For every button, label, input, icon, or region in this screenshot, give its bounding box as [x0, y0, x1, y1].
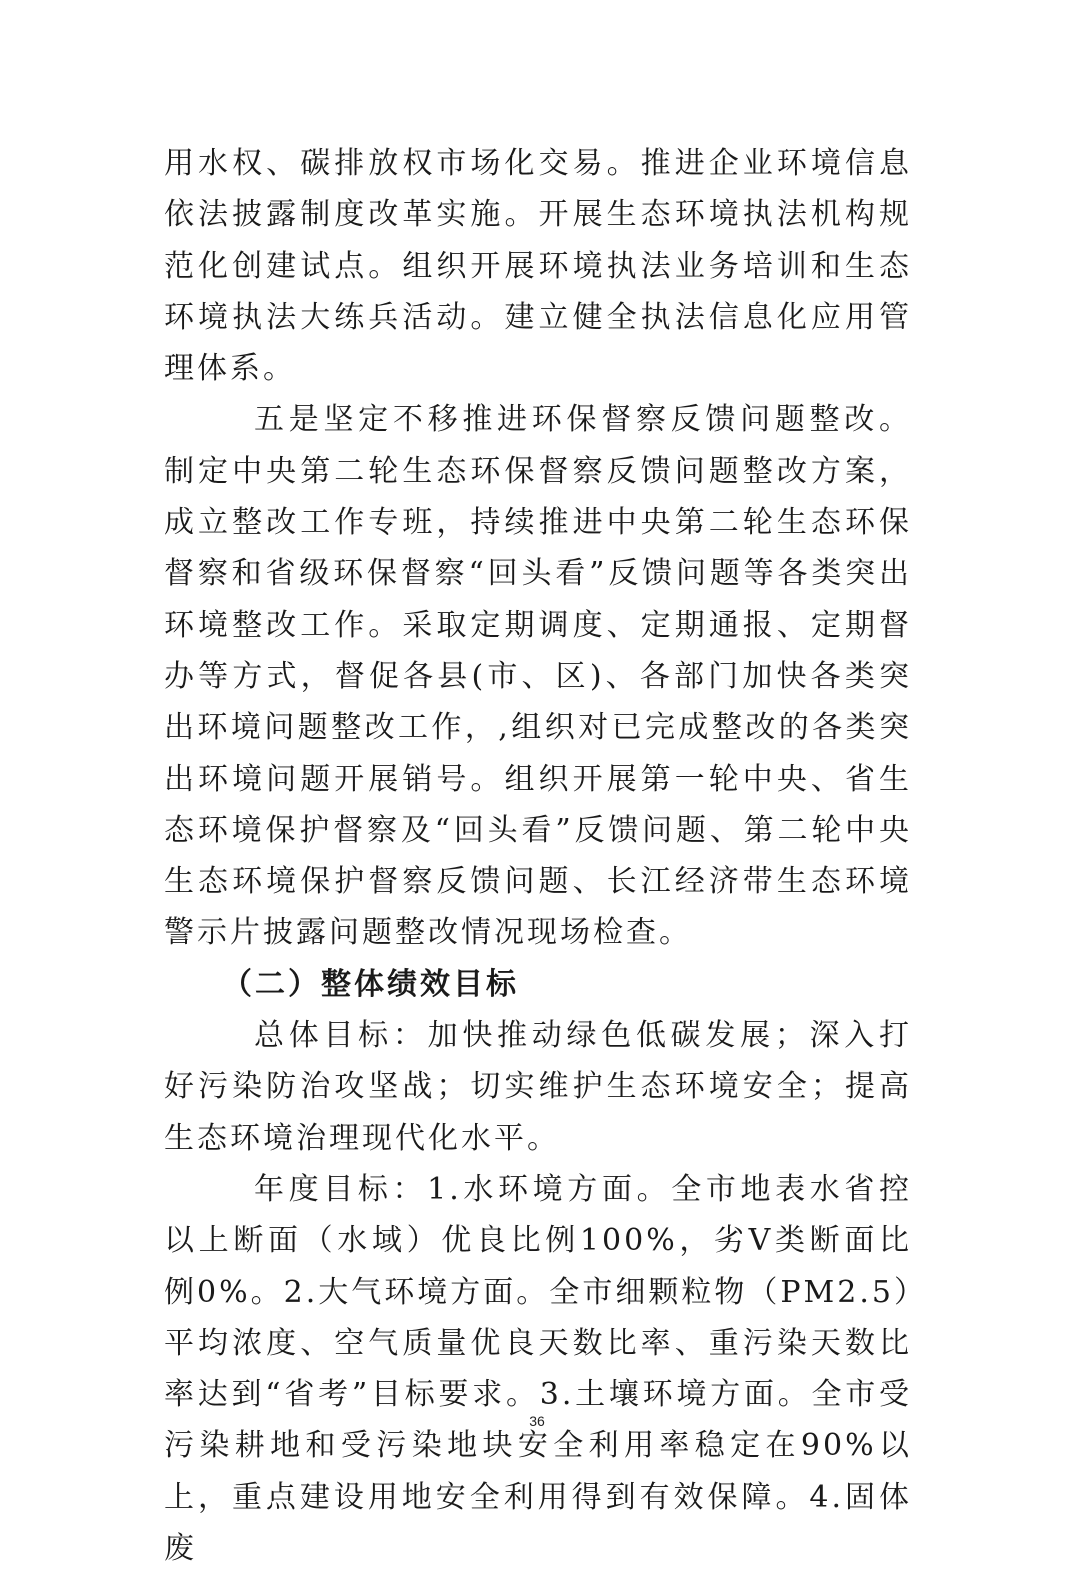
page-content	[164, 138, 912, 1574]
paragraph-inspection-rectification: 五是坚定不移推进环保督察反馈问题整改。制定中央第二轮生态环保督察反馈问题整改方案，成立整改工作专班，持续推进中央第二轮生态环保督察和省级环保督察“回头看”反馈问题等各类突出环境整改工作。采取定期调度、定期通报、定期督办等方式，督促各县(市、区)、各部门加快各类突出环境问题整改工作，,组织对已完成整改的各类突出环境问题开展销号。组织开展第一轮中央、省生态环境保护督察及“回头看”反馈问题、第二轮中央生态环境保护督察反馈问题、长江经济带生态环境警示片披露问题整改情况现场检查。	[164, 402, 912, 951]
paragraph-market-trading: 用水权、碳排放权市场化交易。推进企业环境信息依法披露制度改革实施。开展生态环境执法机构规范化创建试点。组织开展环境执法业务培训和生态环境执法大练兵活动。建立健全执法信息化应用管理体系。	[164, 146, 912, 387]
page-number: 36	[529, 1413, 545, 1429]
paragraph-overall-goal: 总体目标：加快推动绿色低碳发展；深入打好污染防治攻坚战；切实维护生态环境安全；提高生态环境治理现代化水平。	[164, 1018, 912, 1156]
paragraph-annual-goal: 年度目标：1.水环境方面。全市地表水省控以上断面（水域）优良比例100%，劣Ⅴ类断面比例0%。2.大气环境方面。全市细颗粒物（PM2.5）平均浓度、空气质量优良天数比率、重污染天数比率达到“省考”目标要求。3.土壤环境方面。全市受污染耕地和受污染地块安全利用率稳定在90%以上，重点建设用地安全利用得到有效保障。4.固体废	[164, 1171, 912, 1567]
section-heading-performance-goals: （二）整体绩效目标	[222, 966, 519, 1002]
